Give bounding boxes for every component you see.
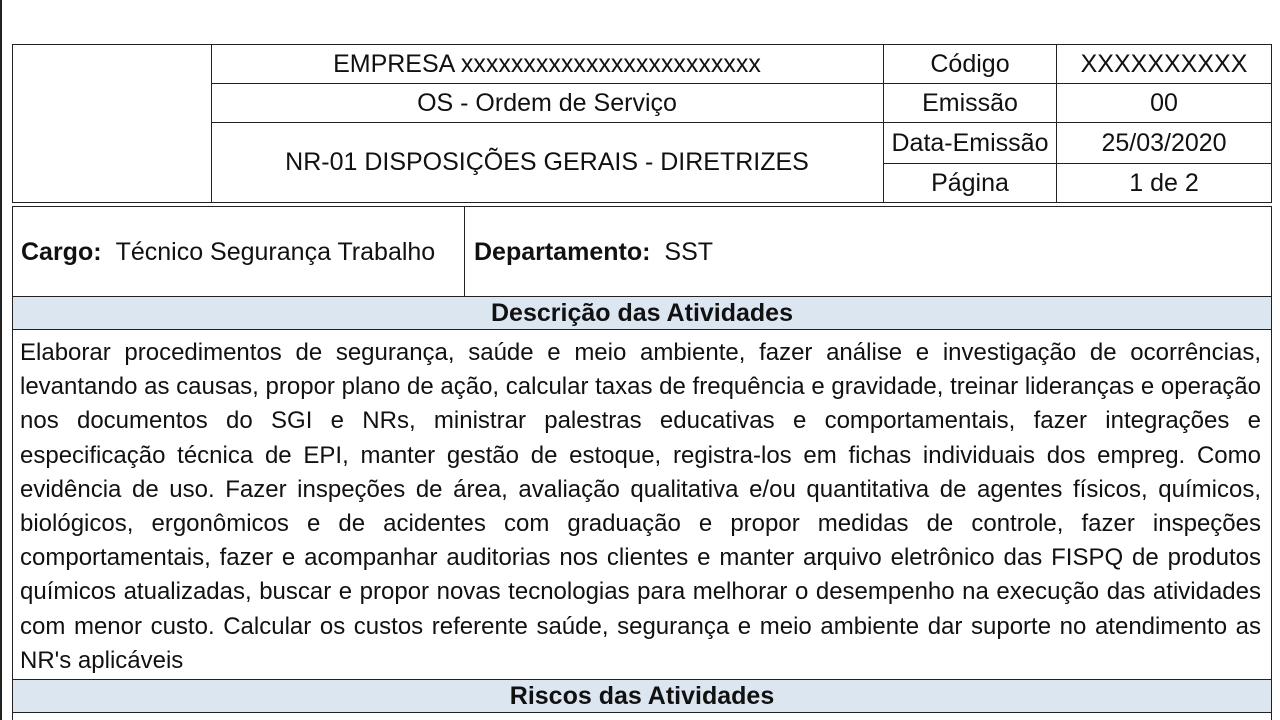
page-left-border (0, 0, 2, 720)
document-title: NR-01 DISPOSIÇÕES GERAIS - DIRETRIZES (285, 148, 809, 176)
job-position (13, 207, 465, 297)
company-name: EMPRESA xxxxxxxxxxxxxxxxxxxxxxxx (333, 49, 761, 78)
department-value: SST (664, 237, 714, 266)
job-info-row (12, 206, 1272, 296)
code-label: Código (930, 49, 1010, 78)
emission-date-value: 25/03/2020 (1101, 128, 1227, 157)
code-value: XXXXXXXXXX (1080, 49, 1248, 78)
emission-label: Emissão (922, 88, 1018, 117)
activities-description: Elaborar procedimentos de segurança, saúde e meio ambiente, fazer análise e investigação de ocorrências, levantando as causas, propor plano de ação, calcular taxas de frequência e gravidade, treinar lideranças e operação nos documentos do SGI e NRs, ministrar palestras educativas e comportamentais, fazer integrações e especificação técnica de EPI, manter gestão de estoque, registra-los em fichas individuais dos empreg. Como evidência de uso. Fazer inspeções de área, avaliação qualitativa e/ou quantitativa de agentes físicos, químicos, biológicos, ergonômicos e de acidentes com graduação e propor medidas de controle, fazer inspeções comportamentais, fazer e acompanhar auditorias nos clientes e manter arquivo eletrônico das FISPQ de produtos químicos atualizadas, buscar e propor novas tecnologias para melhorar o desempenho na execução das atividades com menor custo. Calcular os custos referente saúde, segurança e meio ambiente dar suporte no atendimento as NR's aplicáveis (12, 330, 1272, 679)
document-type: OS - Ordem de Serviço (417, 88, 677, 117)
department-label: Departamento: (474, 237, 651, 266)
activities-section-header: Descrição das Atividades (12, 296, 1272, 330)
logo-placeholder (13, 45, 212, 202)
job-position-label: Cargo: (21, 237, 102, 266)
emission-date-label: Data-Emissão (891, 128, 1049, 157)
job-position-value: Técnico Segurança Trabalho (115, 237, 436, 266)
emission-value: 00 (1150, 88, 1178, 117)
risks-section-header: Riscos das Atividades (12, 679, 1272, 713)
department (465, 207, 1271, 297)
page-value: 1 de 2 (1129, 168, 1199, 197)
page-label: Página (931, 168, 1009, 197)
document-header (12, 44, 1272, 203)
risks-section-body (12, 712, 1272, 720)
